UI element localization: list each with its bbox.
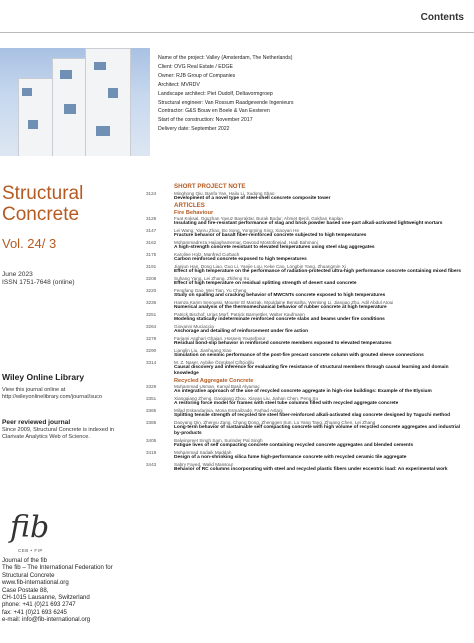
toc-page-number: 3162 [146,240,157,245]
peer-heading: Peer reviewed journal [2,419,71,426]
toc-page-number: 3385 [146,420,157,425]
peer-text: Since 2009, Structural Concrete is indexed in Clarivate Analytics Web of Science. [2,427,114,440]
toc-entry[interactable] [146,462,468,473]
toc-article-title[interactable]: Design of a non-shrinking silica fume high-performance concrete with recycled ceramic tile aggregate [174,455,407,460]
project-info-line: Structural engineer: Van Rossum Raadgevende Ingenieurs [158,99,294,106]
fib-contact [2,557,142,624]
toc-entry[interactable] [146,312,468,323]
toc-authors: Suhang Yang, Lei Zhang, Zhifeng Xu [174,276,250,281]
toc-section-heading: SHORT PROJECT NOTE [174,183,246,190]
fib-line: fax: +41 (0)21 693 6245 [2,608,67,616]
toc-entry[interactable] [146,228,468,239]
fib-line: Structural Concrete [2,571,55,579]
fib-line: The fib – The International Federation for [2,564,113,572]
toc-authors: Sabry Fayed, Walid Mansour [174,461,234,467]
toc-authors: Hamza Karim Senoussi, Moumir El Marzak, Mouldaine Bensalha, Wenlong Li, Jiangao Zhu, Adil Abdul Atoui [174,300,394,305]
toc-article-title[interactable]: Effect of high temperature on the performance of radiation-protected ultra-high performance concrete containing mixed fibers [174,269,462,275]
toc-page-number: 3124 [146,190,157,196]
issn: ISSN 1751-7648 (online) [2,279,75,286]
project-info-line: Client: OVG Real Estate / EDGE [158,63,233,70]
toc-page-number: 3365 [146,408,157,413]
toc-entry[interactable] [146,288,468,299]
building-block [85,48,131,156]
toc-page-number: 3405 [146,437,157,443]
toc-page-number: 3279 [146,336,157,341]
toc-page-number: 3147 [146,228,157,233]
toc-subsection-heading: Fire Behaviour [174,209,214,216]
fib-email[interactable]: e-mail: info@fib-international.org [2,616,91,624]
cover-photo [0,48,150,156]
toc-authors: Milad Eskandarinia, Mona Esmailzade, Farhad Aslani [174,408,283,413]
project-info-line: Architect: MVRDV [158,81,200,88]
toc-page-number: 3251 [146,312,157,317]
toc-authors: Karoline Holz, Manfred Curbach [174,252,240,257]
toc-page-number: 3314 [146,360,157,365]
project-info [158,54,458,134]
window [28,120,38,129]
toc-article-title[interactable]: Development of a novel type of steel-shell concrete composite tower [174,196,331,202]
toc-authors: Fengfang Gao, Wei Tian, Yu Cheng [174,288,247,293]
toc-section-heading: ARTICLES [174,201,205,209]
header-bar [0,0,474,33]
toc-authors: Daoyang Qin, Zhenyu Zang, Chang Dong, Zhenggen Sun, Lu Yang Tang, Zhuang Chen, Lei Zhang [174,420,376,425]
fib-line: Journal of the fib [2,557,48,564]
fib-line: CH-1015 Lausanne, Switzerland [2,594,90,602]
toc-entry[interactable] [146,408,468,419]
window [94,62,106,70]
toc-article-title[interactable]: Long-term behavior of sustainable self compacting concrete with high volume of recycled concrete aggregates and industrial by-products [174,425,461,436]
toc-page-number: 3329 [146,384,157,389]
toc-authors: Mohammad Sadaik Maddah [174,449,232,455]
toc-article-title[interactable]: An integrative approach of the use of recycled concrete aggregate in high-rise buildings: Example of the Elysium [174,389,432,395]
toc-subsection-heading: Recycled Aggregate Concrete [174,377,254,384]
toc-entry[interactable] [146,336,468,347]
header-divider [0,32,474,33]
toc-page-number: 3290 [146,348,157,353]
fib-logo-sub: CEB • FIP [18,548,43,553]
toc-article-title[interactable]: Simulation on seismic performance of the post-fire precast concrete column with grouted sleeve connections [174,353,424,359]
journal-title [2,183,83,225]
toc-page-number: 3264 [146,324,157,329]
toc-entry[interactable] [146,420,468,437]
toc-article-title[interactable]: A high-strength concrete resistant to elevated temperatures using steel slag aggregates [174,245,375,251]
toc-article-title[interactable]: Anchorage and detailing of reinforcement under fire action [174,329,309,335]
toc-authors: Xiangqiang Zheng, Gaoqiang Zhou, Xiayan Liu, Jiahan Chen, Peng Xu [174,396,319,401]
fib-logo: fib [10,510,50,545]
toc-entry[interactable] [146,300,468,311]
toc-entry[interactable] [146,276,468,287]
fib-link[interactable]: www.fib-international.org [2,579,69,587]
toc-page-number: 3220 [146,288,157,293]
page-title: Contents [420,12,464,23]
toc-short-note-list [146,191,468,202]
wiley-link[interactable]: http://wileyonlinelibrary.com/journal/suco [2,394,103,400]
toc-article-title[interactable]: Effect of high temperature on residual splitting strength of desert sand concrete [174,281,357,287]
toc-article-title[interactable]: Behavior of RC columns incorporating with steel and recycled plastic fibers under eccentric load: An experimental work [174,467,448,472]
project-info-line: Name of the project: Valley (Amsterdam, The Netherlands) [158,55,293,61]
project-info-line: Owner: RJB Group of Companies [158,72,236,79]
toc-entry[interactable] [146,450,468,461]
toc-entry[interactable] [146,240,468,251]
fib-line: phone: +41 (0)21 693 2747 [2,601,76,609]
project-info-line: Delivery date: September 2022 [158,126,230,133]
table-of-contents [146,184,468,474]
toc-authors: Jianjun Han, Dong Liao, Guo Li, Yanjie Lou, Keke Cao, Longbin Yang, Zhuangmin Xi [174,264,346,269]
toc-page-number: 3419 [146,449,157,455]
toc-entry[interactable] [146,252,468,263]
toc-article-title[interactable]: Insulating and fire-resistant performance of slag and brick powder based one-part alkali-activated lightweight mortars [174,221,443,227]
window [22,88,32,96]
toc-authors: Mohammadreza Hajiaghamemar, Davood Mostofinejad, Hadi Bahmani [174,240,318,245]
window [60,70,72,79]
window [96,126,110,136]
toc-entry[interactable] [146,264,468,275]
volume-number: Vol. 24/ 3 [2,236,57,251]
toc-entry[interactable] [146,216,468,227]
toc-authors: Patrick Bischof, Urias Morf, Patrick Barmettler, Walter Kaufmann [174,312,305,317]
toc-entry[interactable] [146,396,468,407]
toc-page-number: 3128 [146,216,157,221]
toc-authors: Lianglin Liu, Jianhuang Xiao [174,348,232,353]
toc-page-number: 3236 [146,300,157,305]
wiley-text [2,387,117,401]
toc-authors: Balwinpreet Singh Sam, Surinder Pal Singh [174,437,263,443]
window [64,104,76,114]
toc-authors: Minghong Qiu, Banfa Yan, Hailu Li, Xudong Shao [174,190,275,196]
toc-page-number: 3175 [146,252,157,257]
toc-entry[interactable] [146,438,468,449]
toc-fire-list [146,216,468,377]
toc-page-number: 3351 [146,396,157,401]
toc-article-title[interactable]: Residual bond-slip behavior in reinforced concrete members exposed to elevated temperatures [174,341,392,347]
toc-article-title[interactable]: Fracture behavior of basalt fiber-reinforced concrete subjected to high temperatures [174,233,367,239]
toc-article-title[interactable]: Study on spalling and cracking behavior of MWCNTs concrete exposed to high temperatures [174,293,386,299]
window [108,88,118,98]
toc-article-title[interactable]: Modeling statically indeterminate reinforced concrete slabs and beams under fire conditions [174,317,385,323]
toc-entry[interactable] [146,384,468,395]
fib-line: Case Postale 88, [2,586,49,594]
toc-page-number: 3443 [146,461,157,467]
toc-entry[interactable] [146,360,468,377]
wiley-heading: Wiley Online Library [2,372,85,382]
toc-authors: Lei Wang, Yanru Zhao, Bo Song, Yongming Xing, Xiaoyan He [174,228,300,233]
issue-date: June 2023 [2,271,33,278]
project-info-line: Start of the construction: November 2017 [158,117,253,124]
toc-entry[interactable] [146,191,468,202]
toc-authors: M. Z. Naser, Aybike Özyüksel Çiftçioğlu [174,360,255,365]
journal-title-line: Structural [2,183,84,204]
toc-recycled-list [146,384,468,473]
project-info-line: Contractor: G&S Bouw en Boele & Van Eesteren [158,108,270,115]
toc-page-number: 3191 [146,264,157,269]
toc-entry[interactable] [146,348,468,359]
project-info-line: Landscape architect: Piet Oudolf, Deltavormgroep [158,90,273,97]
toc-article-title[interactable]: Carbon reinforced concrete exposed to high temperatures [174,257,307,263]
toc-article-title[interactable]: Numerical analysis of the thermomechanical behavior of rubber concrete at high temperature [174,305,387,311]
toc-page-number: 3208 [146,276,157,281]
issue-meta [2,271,75,287]
toc-authors: Farjami Asghari Ghajari, Hossein Yousefpour [174,336,266,341]
journal-title-line: Concrete [2,204,80,225]
toc-article-title[interactable]: Splitting tensile strength of recycled tire steel fiber-reinforced alkali-activated slag concrete designed by Taguchi method [174,413,451,419]
toc-authors: Fuat Koksal, Oguzhan Yavuz Bayraktar, Burak Bodur, Ahmet Benli, Gokhan Kaplan [174,216,343,221]
toc-authors: Giovanni Muciaccia [174,324,214,329]
toc-article-title[interactable]: A restoring force model for frames with steel tube columns filled with recycled aggregate concrete [174,401,399,407]
wiley-line: View this journal online at [2,387,66,393]
toc-authors: Muhammad Usman, Kamal Basit Alyamac [174,384,260,389]
toc-entry[interactable] [146,324,468,335]
toc-article-title[interactable]: Fatigue lives of self compacting concrete containing recycled concrete aggregates and blended cements [174,443,414,448]
toc-article-title[interactable]: Causal discovery and inference for evaluating fire resistance of structural members through causal learning and domain knowledge [174,365,449,376]
